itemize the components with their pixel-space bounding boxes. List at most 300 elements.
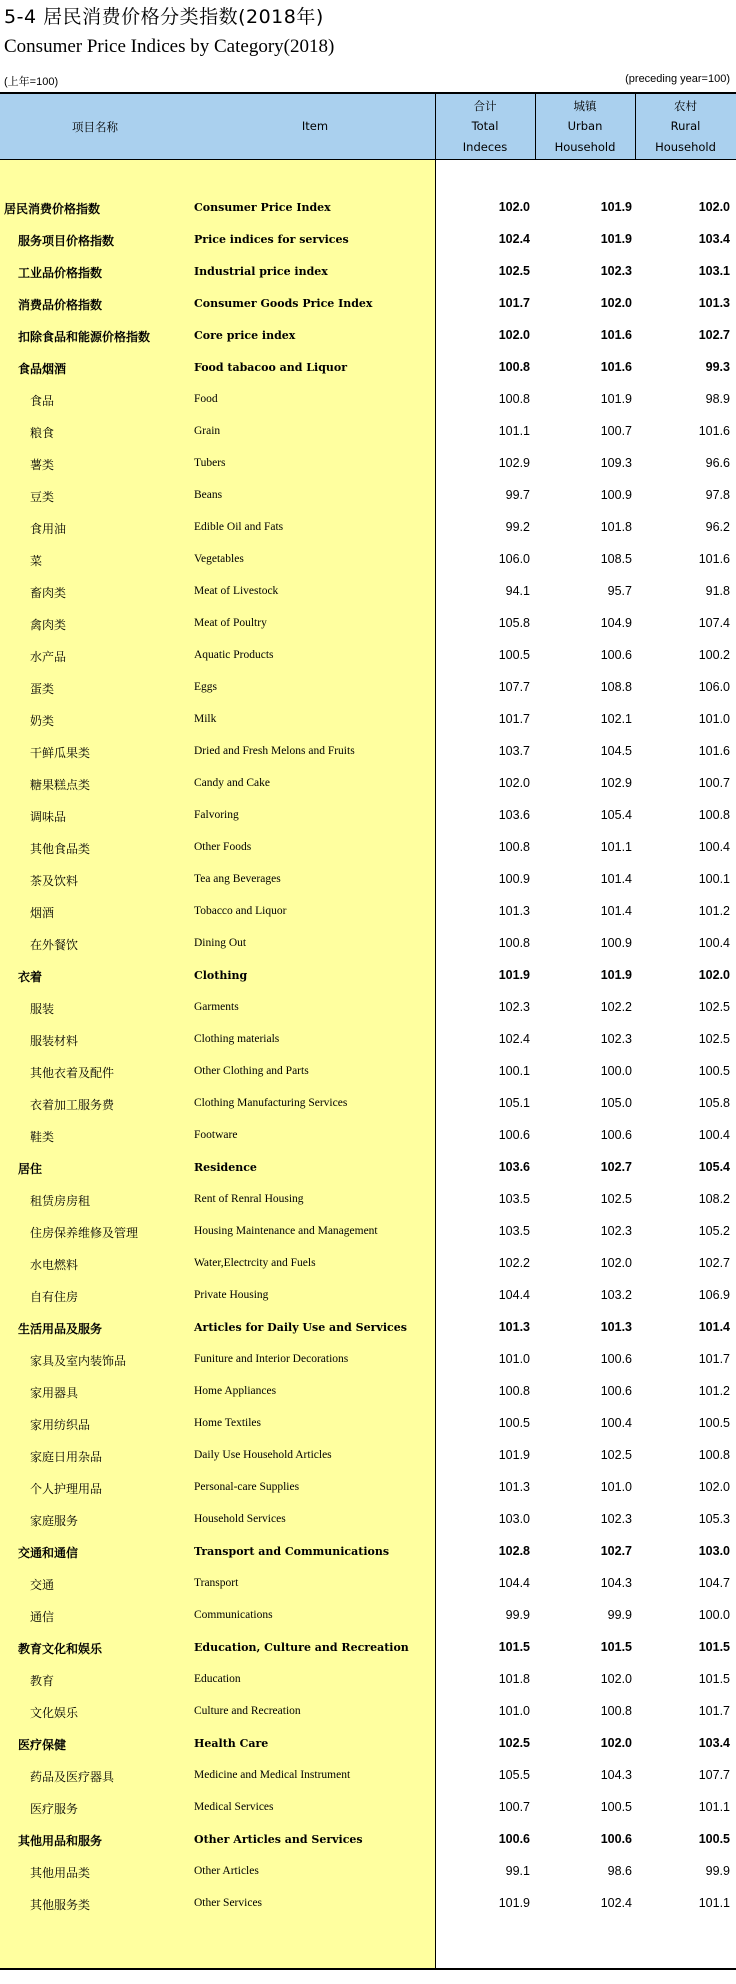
value-rural: 103.4: [698, 1736, 730, 1750]
row-label-cn: 居民消费价格指数: [4, 202, 101, 216]
value-total: 107.7: [498, 680, 530, 694]
value-urban: 101.6: [600, 360, 632, 374]
table-row: [0, 192, 736, 224]
table-row: [0, 1120, 736, 1152]
value-urban: 101.1: [600, 840, 632, 854]
row-label-cn: 蛋类: [30, 682, 55, 696]
value-rural: 100.7: [698, 776, 730, 790]
value-rural: 100.8: [698, 808, 730, 822]
row-label-en: Education, Culture and Recreation: [194, 1641, 409, 1654]
value-total: 100.5: [498, 648, 530, 662]
value-urban: 100.6: [600, 1384, 632, 1398]
table-row: [0, 800, 736, 832]
row-label-en: Home Appliances: [194, 1385, 277, 1397]
row-label-en: Household Services: [194, 1513, 286, 1525]
value-urban: 98.6: [607, 1864, 632, 1878]
value-total: 101.9: [498, 1896, 530, 1910]
row-label-en: Daily Use Household Articles: [194, 1449, 332, 1461]
value-rural: 91.8: [705, 584, 730, 598]
value-total: 100.8: [498, 840, 530, 854]
row-label-cn: 奶类: [30, 714, 55, 728]
row-label-en: Eggs: [194, 681, 217, 693]
table-row: [0, 288, 736, 320]
row-label-cn: 工业品价格指数: [18, 266, 103, 280]
row-label-en: Transport and Communications: [194, 1545, 390, 1558]
table-row: [0, 1088, 736, 1120]
value-rural: 96.2: [705, 520, 730, 534]
value-rural: 102.0: [698, 1480, 730, 1494]
value-rural: 103.0: [698, 1544, 730, 1558]
table-row: [0, 1632, 736, 1664]
value-rural: 105.8: [698, 1096, 730, 1110]
row-label-en: Other Clothing and Parts: [194, 1065, 309, 1077]
table-row: [0, 1152, 736, 1184]
value-rural: 98.9: [705, 392, 730, 406]
value-urban: 105.4: [600, 808, 632, 822]
value-urban: 102.3: [600, 1512, 632, 1526]
table-row: [0, 1312, 736, 1344]
row-label-en: Beans: [194, 489, 223, 501]
value-rural: 108.2: [698, 1192, 730, 1206]
value-rural: 101.6: [698, 744, 730, 758]
value-total: 101.8: [498, 1672, 530, 1686]
value-total: 103.6: [498, 808, 530, 822]
row-label-en: Vegetables: [194, 553, 244, 565]
value-rural: 101.7: [698, 1352, 730, 1366]
row-label-cn: 其他衣着及配件: [30, 1066, 115, 1080]
row-label-en: Culture and Recreation: [194, 1705, 301, 1717]
value-total: 102.4: [498, 1032, 530, 1046]
row-label-cn: 食用油: [30, 522, 67, 536]
row-label-cn: 扣除食品和能源价格指数: [18, 330, 151, 344]
row-label-cn: 家庭服务: [30, 1514, 79, 1528]
row-label-cn: 文化娱乐: [30, 1706, 79, 1720]
value-total: 103.6: [498, 1160, 530, 1174]
value-total: 101.9: [498, 1448, 530, 1462]
value-urban: 100.0: [600, 1064, 632, 1078]
value-urban: 104.3: [600, 1576, 632, 1590]
value-total: 102.0: [498, 328, 530, 342]
row-label-en: Industrial price index: [194, 265, 328, 278]
table-row: [0, 1664, 736, 1696]
table-row: [0, 736, 736, 768]
value-rural: 101.1: [698, 1896, 730, 1910]
row-label-en: Core price index: [194, 329, 296, 342]
row-label-cn: 茶及饮料: [30, 874, 79, 888]
table-row: [0, 1056, 736, 1088]
row-label-en: Candy and Cake: [194, 777, 271, 789]
row-label-cn: 教育文化和娱乐: [18, 1642, 103, 1656]
value-rural: 106.0: [698, 680, 730, 694]
value-urban: 101.9: [600, 392, 632, 406]
value-total: 102.5: [498, 1736, 530, 1750]
row-label-en: Education: [194, 1673, 241, 1685]
table-row: [0, 1856, 736, 1888]
value-rural: 103.4: [698, 232, 730, 246]
value-urban: 101.9: [600, 200, 632, 214]
table-row: [0, 1216, 736, 1248]
value-total: 101.5: [498, 1640, 530, 1654]
row-label-cn: 食品: [30, 394, 55, 408]
row-label-cn: 薯类: [30, 458, 55, 472]
value-rural: 100.5: [698, 1832, 730, 1846]
value-urban: 102.1: [600, 712, 632, 726]
row-label-cn: 鞋类: [30, 1130, 55, 1144]
row-label-cn: 个人护理用品: [30, 1482, 103, 1496]
value-urban: 100.4: [600, 1416, 632, 1430]
table-row: [0, 1184, 736, 1216]
value-total: 100.6: [498, 1832, 530, 1846]
value-rural: 101.6: [698, 424, 730, 438]
value-urban: 100.6: [600, 1832, 632, 1846]
row-label-en: Falvoring: [194, 809, 239, 821]
row-label-cn: 交通和通信: [18, 1546, 79, 1560]
row-label-cn: 消费品价格指数: [18, 298, 103, 312]
row-label-cn: 烟酒: [30, 906, 55, 920]
row-label-cn: 家用纺织品: [30, 1418, 91, 1432]
value-urban: 102.7: [600, 1544, 632, 1558]
table-row: [0, 1728, 736, 1760]
row-label-cn: 其他服务类: [30, 1898, 91, 1912]
value-total: 102.3: [498, 1000, 530, 1014]
value-total: 101.3: [498, 1320, 530, 1334]
row-label-en: Footware: [194, 1129, 238, 1141]
table-row: [0, 1536, 736, 1568]
unit-note-cn: (上年=100): [4, 76, 59, 88]
value-rural: 102.7: [698, 1256, 730, 1270]
value-urban: 100.6: [600, 648, 632, 662]
row-label-cn: 干鲜瓜果类: [30, 746, 91, 760]
value-urban: 103.2: [600, 1288, 632, 1302]
table-row: [0, 1248, 736, 1280]
row-label-en: Medicine and Medical Instrument: [194, 1769, 351, 1781]
row-label-cn: 菜: [30, 554, 43, 568]
row-label-cn: 医疗服务: [30, 1802, 79, 1816]
value-urban: 101.4: [600, 872, 632, 886]
table-bottom-border: [0, 1968, 736, 1970]
row-label-en: Clothing materials: [194, 1033, 280, 1045]
value-urban: 102.3: [600, 1224, 632, 1238]
row-label-cn: 禽肉类: [30, 618, 67, 632]
table-row: [0, 1440, 736, 1472]
value-rural: 101.2: [698, 904, 730, 918]
header-item-en: Item: [301, 119, 329, 133]
row-label-cn: 教育: [30, 1674, 55, 1688]
row-label-en: Transport: [194, 1577, 239, 1589]
value-total: 100.6: [498, 1128, 530, 1142]
value-total: 100.7: [498, 1800, 530, 1814]
row-label-en: Tea ang Beverages: [194, 873, 281, 885]
value-urban: 99.9: [607, 1608, 632, 1622]
value-total: 105.8: [498, 616, 530, 630]
value-urban: 102.3: [600, 264, 632, 278]
value-urban: 101.8: [600, 520, 632, 534]
row-label-en: Consumer Price Index: [194, 201, 331, 214]
row-label-en: Medical Services: [194, 1801, 274, 1813]
table-row: [0, 672, 736, 704]
row-label-en: Residence: [194, 1161, 257, 1174]
value-rural: 99.9: [705, 1864, 730, 1878]
value-rural: 105.3: [698, 1512, 730, 1526]
row-label-cn: 水产品: [30, 650, 67, 664]
value-urban: 102.5: [600, 1192, 632, 1206]
table-row: [0, 352, 736, 384]
value-rural: 101.7: [698, 1704, 730, 1718]
row-label-en: Price indices for services: [194, 233, 349, 246]
value-urban: 102.0: [600, 1256, 632, 1270]
row-label-cn: 医疗保健: [18, 1738, 67, 1752]
value-total: 102.2: [498, 1256, 530, 1270]
table-row: [0, 640, 736, 672]
value-urban: 102.9: [600, 776, 632, 790]
table-row: [0, 1408, 736, 1440]
row-label-cn: 住房保养维修及管理: [30, 1226, 139, 1240]
table-row: [0, 1504, 736, 1536]
value-rural: 102.5: [698, 1000, 730, 1014]
table-row: [0, 992, 736, 1024]
table-row: [0, 480, 736, 512]
page-title-en: Consumer Price Indices by Category(2018): [4, 36, 335, 57]
value-total: 99.2: [505, 520, 530, 534]
unit-note-en: (preceding year=100): [625, 73, 730, 85]
row-label-en: Other Services: [194, 1897, 263, 1909]
row-label-cn: 家庭日用杂品: [30, 1450, 103, 1464]
value-urban: 101.3: [600, 1320, 632, 1334]
value-rural: 101.4: [698, 1320, 730, 1334]
table-row: [0, 1696, 736, 1728]
value-urban: 100.6: [600, 1128, 632, 1142]
row-label-cn: 粮食: [30, 426, 55, 440]
table-row: [0, 1472, 736, 1504]
value-urban: 101.6: [600, 328, 632, 342]
table-row: [0, 448, 736, 480]
row-label-cn: 交通: [30, 1578, 55, 1592]
row-label-en: Garments: [194, 1001, 239, 1013]
value-total: 100.1: [498, 1064, 530, 1078]
row-label-cn: 家具及室内装饰品: [30, 1354, 127, 1368]
table-row: [0, 1376, 736, 1408]
table-row: [0, 320, 736, 352]
row-label-en: Home Textiles: [194, 1417, 262, 1429]
row-label-cn: 自有住房: [30, 1290, 79, 1304]
row-label-en: Tobacco and Liquor: [194, 905, 287, 917]
row-label-en: Aquatic Products: [194, 649, 274, 661]
row-label-en: Clothing Manufacturing Services: [194, 1097, 348, 1109]
row-label-en: Private Housing: [194, 1289, 269, 1301]
header-urban: 城镇 Urban Household: [554, 99, 616, 154]
value-rural: 100.0: [698, 1608, 730, 1622]
row-label-en: Grain: [194, 425, 221, 437]
row-label-en: Meat of Livestock: [194, 585, 279, 597]
row-label-cn: 衣着加工服务费: [30, 1098, 115, 1112]
value-total: 99.9: [505, 1608, 530, 1622]
table-row: [0, 1760, 736, 1792]
value-total: 101.1: [498, 424, 530, 438]
row-label-en: Meat of Poultry: [194, 617, 267, 629]
value-rural: 101.6: [698, 552, 730, 566]
row-label-en: Articles for Daily Use and Services: [194, 1321, 407, 1334]
value-rural: 101.1: [698, 1800, 730, 1814]
value-urban: 108.8: [600, 680, 632, 694]
table-row: [0, 704, 736, 736]
row-label-en: Funiture and Interior Decorations: [194, 1353, 349, 1365]
value-rural: 106.9: [698, 1288, 730, 1302]
value-total: 101.3: [498, 1480, 530, 1494]
value-total: 99.1: [505, 1864, 530, 1878]
value-urban: 104.5: [600, 744, 632, 758]
value-rural: 101.0: [698, 712, 730, 726]
value-rural: 101.5: [698, 1672, 730, 1686]
value-urban: 102.0: [600, 1736, 632, 1750]
row-label-en: Clothing: [194, 969, 248, 982]
value-total: 103.0: [498, 1512, 530, 1526]
row-label-cn: 服装: [30, 1002, 55, 1016]
value-total: 105.5: [498, 1768, 530, 1782]
table-row: [0, 576, 736, 608]
value-urban: 102.7: [600, 1160, 632, 1174]
value-rural: 100.1: [698, 872, 730, 886]
value-urban: 95.7: [607, 584, 632, 598]
page-title-cn: 5-4 居民消费价格分类指数(2018年): [4, 6, 324, 28]
row-label-en: Milk: [194, 713, 217, 725]
value-urban: 102.3: [600, 1032, 632, 1046]
row-label-en: Other Articles and Services: [194, 1833, 363, 1846]
header-rural: 农村 Rural Household: [655, 99, 716, 154]
table-row: [0, 256, 736, 288]
row-label-cn: 租赁房房租: [30, 1194, 91, 1208]
row-label-cn: 其他用品类: [30, 1866, 91, 1880]
value-urban: 101.4: [600, 904, 632, 918]
value-total: 100.8: [498, 1384, 530, 1398]
row-label-cn: 药品及医疗器具: [30, 1770, 115, 1784]
value-total: 100.5: [498, 1416, 530, 1430]
table-row: [0, 896, 736, 928]
row-label-cn: 豆类: [30, 490, 55, 504]
value-rural: 104.7: [698, 1576, 730, 1590]
value-urban: 104.3: [600, 1768, 632, 1782]
row-label-en: Food tabacoo and Liquor: [194, 361, 348, 374]
value-total: 103.5: [498, 1192, 530, 1206]
row-label-cn: 畜肉类: [30, 586, 67, 600]
value-total: 106.0: [498, 552, 530, 566]
value-rural: 100.4: [698, 840, 730, 854]
value-urban: 104.9: [600, 616, 632, 630]
table-row: [0, 512, 736, 544]
value-urban: 100.9: [600, 936, 632, 950]
value-rural: 100.8: [698, 1448, 730, 1462]
row-label-cn: 调味品: [30, 810, 67, 824]
header-total: 合计 Total Indeces: [462, 99, 508, 154]
table-row: [0, 1024, 736, 1056]
value-rural: 101.3: [698, 296, 730, 310]
row-label-cn: 食品烟酒: [18, 362, 67, 376]
value-total: 101.9: [498, 968, 530, 982]
value-rural: 101.5: [698, 1640, 730, 1654]
value-rural: 105.4: [698, 1160, 730, 1174]
value-urban: 109.3: [600, 456, 632, 470]
value-urban: 100.5: [600, 1800, 632, 1814]
table-row: [0, 864, 736, 896]
row-label-en: Rent of Renral Housing: [194, 1193, 304, 1205]
row-label-en: Water,Electrcity and Fuels: [194, 1257, 316, 1269]
value-rural: 101.2: [698, 1384, 730, 1398]
table-row: [0, 416, 736, 448]
table-row: [0, 768, 736, 800]
table-row: [0, 1824, 736, 1856]
row-label-en: Tubers: [194, 457, 226, 469]
value-total: 94.1: [505, 584, 530, 598]
value-urban: 101.0: [600, 1480, 632, 1494]
table-row: [0, 960, 736, 992]
value-total: 101.0: [498, 1352, 530, 1366]
row-label-cn: 其他用品和服务: [18, 1834, 103, 1848]
value-urban: 101.5: [600, 1640, 632, 1654]
value-total: 100.8: [498, 936, 530, 950]
row-label-cn: 衣着: [18, 970, 43, 984]
value-rural: 102.0: [698, 200, 730, 214]
value-rural: 100.4: [698, 1128, 730, 1142]
table-row: [0, 608, 736, 640]
value-rural: 99.3: [705, 360, 730, 374]
row-label-cn: 通信: [30, 1610, 55, 1624]
value-total: 99.7: [505, 488, 530, 502]
table-row: [0, 384, 736, 416]
row-label-cn: 服装材料: [30, 1034, 79, 1048]
value-urban: 100.7: [600, 424, 632, 438]
value-urban: 101.9: [600, 232, 632, 246]
table-row: [0, 928, 736, 960]
table-row: [0, 1792, 736, 1824]
value-total: 101.3: [498, 904, 530, 918]
value-total: 101.7: [498, 712, 530, 726]
table-row: [0, 224, 736, 256]
value-total: 100.8: [498, 392, 530, 406]
table-row: [0, 544, 736, 576]
row-label-en: Dining Out: [194, 937, 247, 949]
value-rural: 96.6: [705, 456, 730, 470]
value-total: 101.7: [498, 296, 530, 310]
value-total: 103.7: [498, 744, 530, 758]
value-total: 102.5: [498, 264, 530, 278]
row-label-en: Dried and Fresh Melons and Fruits: [194, 745, 355, 757]
value-urban: 102.0: [600, 1672, 632, 1686]
table-row: [0, 1568, 736, 1600]
row-label-en: Communications: [194, 1609, 273, 1621]
value-urban: 102.0: [600, 296, 632, 310]
value-rural: 100.4: [698, 936, 730, 950]
table-row: [0, 1888, 736, 1920]
value-total: 102.4: [498, 232, 530, 246]
value-rural: 100.5: [698, 1416, 730, 1430]
table-row: [0, 1344, 736, 1376]
value-rural: 102.7: [698, 328, 730, 342]
value-total: 100.8: [498, 360, 530, 374]
table-header: [0, 92, 736, 160]
value-urban: 102.4: [600, 1896, 632, 1910]
value-total: 105.1: [498, 1096, 530, 1110]
value-rural: 97.8: [705, 488, 730, 502]
value-total: 104.4: [498, 1288, 530, 1302]
value-urban: 100.8: [600, 1704, 632, 1718]
row-label-cn: 家用器具: [30, 1386, 79, 1400]
value-urban: 101.9: [600, 968, 632, 982]
table-row: [0, 1280, 736, 1312]
value-urban: 105.0: [600, 1096, 632, 1110]
value-rural: 105.2: [698, 1224, 730, 1238]
value-rural: 103.1: [698, 264, 730, 278]
row-label-en: Edible Oil and Fats: [194, 521, 284, 533]
value-rural: 102.5: [698, 1032, 730, 1046]
